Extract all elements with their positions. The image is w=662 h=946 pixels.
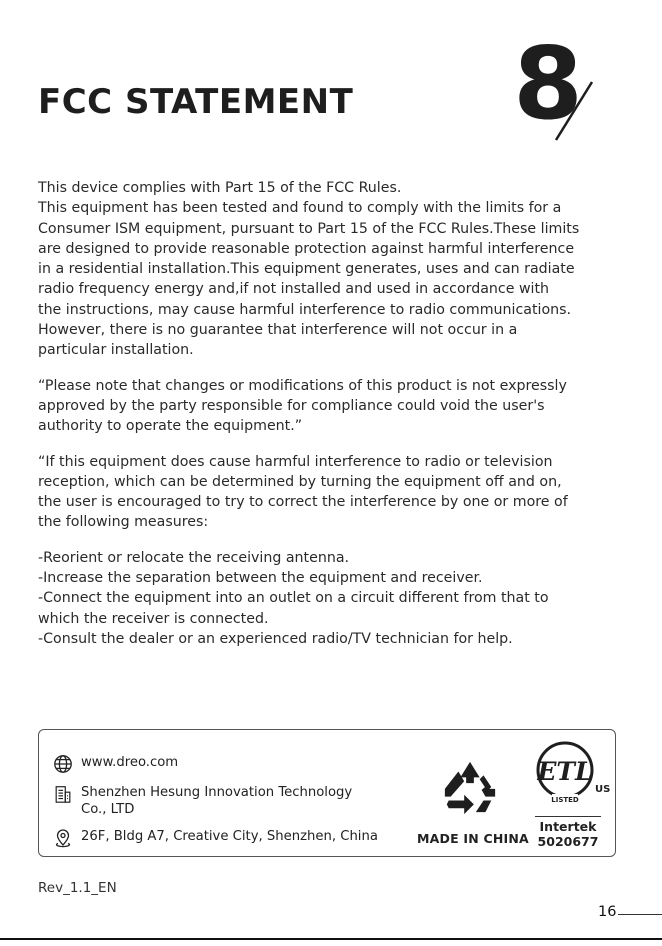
text-line: are designed to provide reasonable protection against harmful interference	[38, 240, 575, 257]
paragraph-measures	[38, 548, 618, 649]
recycle-icon	[441, 758, 499, 816]
text-line: This device complies with Part 15 of the FCC Rules.	[38, 180, 402, 196]
bottom-divider	[0, 938, 662, 940]
text-line: authority to operate the equipment.”	[38, 418, 303, 435]
text-line: “Please note that changes or modifications of this product is not expressly	[38, 377, 567, 394]
text-line: the user is encouraged to try to correct the interference by one or more of	[38, 494, 568, 511]
company-name-line: Shenzhen Hesung Innovation Technology	[81, 785, 353, 800]
company-name-line: Co., LTD	[81, 802, 135, 817]
globe-icon	[53, 754, 75, 774]
revision-label: Rev_1.1_EN	[38, 880, 117, 896]
website-link[interactable]: www.dreo.com	[81, 755, 179, 770]
text-line: However, there is no guarantee that interference will not occur in a	[38, 322, 518, 339]
text-line: Consumer ISM equipment, pursuant to Part 15 of the FCC Rules.These limits	[38, 220, 580, 237]
text-line: in a residential installation.This equipment generates, uses and can radiate	[38, 261, 575, 278]
company-address: 26F, Bldg A7, Creative City, Shenzhen, China	[81, 829, 378, 844]
address-row	[53, 828, 378, 848]
text-line: -Connect the equipment into an outlet on a circuit different from that to	[38, 590, 549, 607]
text-line: reception, which can be determined by turning the equipment off and on,	[38, 473, 562, 490]
paragraph-interference	[38, 452, 618, 533]
chapter-number: 8	[513, 30, 583, 142]
certification	[535, 816, 601, 849]
company-name	[81, 784, 352, 818]
cert-number: 5020677	[537, 834, 599, 849]
page-number: 16	[598, 904, 617, 920]
text-line: This equipment has been tested and found to comply with the limits for a	[38, 200, 562, 217]
company-row	[53, 784, 352, 818]
etl-mark: ETL	[537, 757, 593, 786]
fcc-statement-body	[38, 178, 618, 664]
etl-us: US	[595, 784, 611, 795]
text-line: the following measures:	[38, 514, 209, 531]
text-line: the instructions, may cause harmful interference to radio communications.	[38, 301, 572, 318]
etl-logo	[535, 738, 611, 810]
page-number-rule	[618, 914, 662, 915]
text-line: approved by the party responsible for compliance could void the user's	[38, 397, 545, 414]
text-line: -Reorient or relocate the receiving antenna.	[38, 549, 350, 566]
paragraph-modifications	[38, 376, 618, 437]
cert-body: Intertek	[539, 819, 597, 834]
location-pin-icon	[53, 828, 75, 848]
chapter-number-graphic	[508, 30, 598, 142]
paragraph-compliance	[38, 178, 618, 361]
made-in-label: MADE IN CHINA	[417, 831, 529, 846]
page-title: FCC STATEMENT	[38, 82, 354, 122]
website-row	[53, 754, 178, 774]
text-line: radio frequency energy and,if not installed and used in accordance with	[38, 281, 550, 298]
manufacturer-info-box	[38, 729, 616, 857]
text-line: particular installation.	[38, 342, 194, 359]
text-line: “If this equipment does cause harmful interference to radio or television	[38, 453, 553, 470]
etl-listed: LISTED	[551, 796, 579, 804]
text-line: which the receiver is connected.	[38, 610, 269, 627]
text-line: -Increase the separation between the equipment and receiver.	[38, 570, 483, 587]
text-line: -Consult the dealer or an experienced radio/TV technician for help.	[38, 630, 513, 647]
building-icon	[53, 784, 75, 804]
